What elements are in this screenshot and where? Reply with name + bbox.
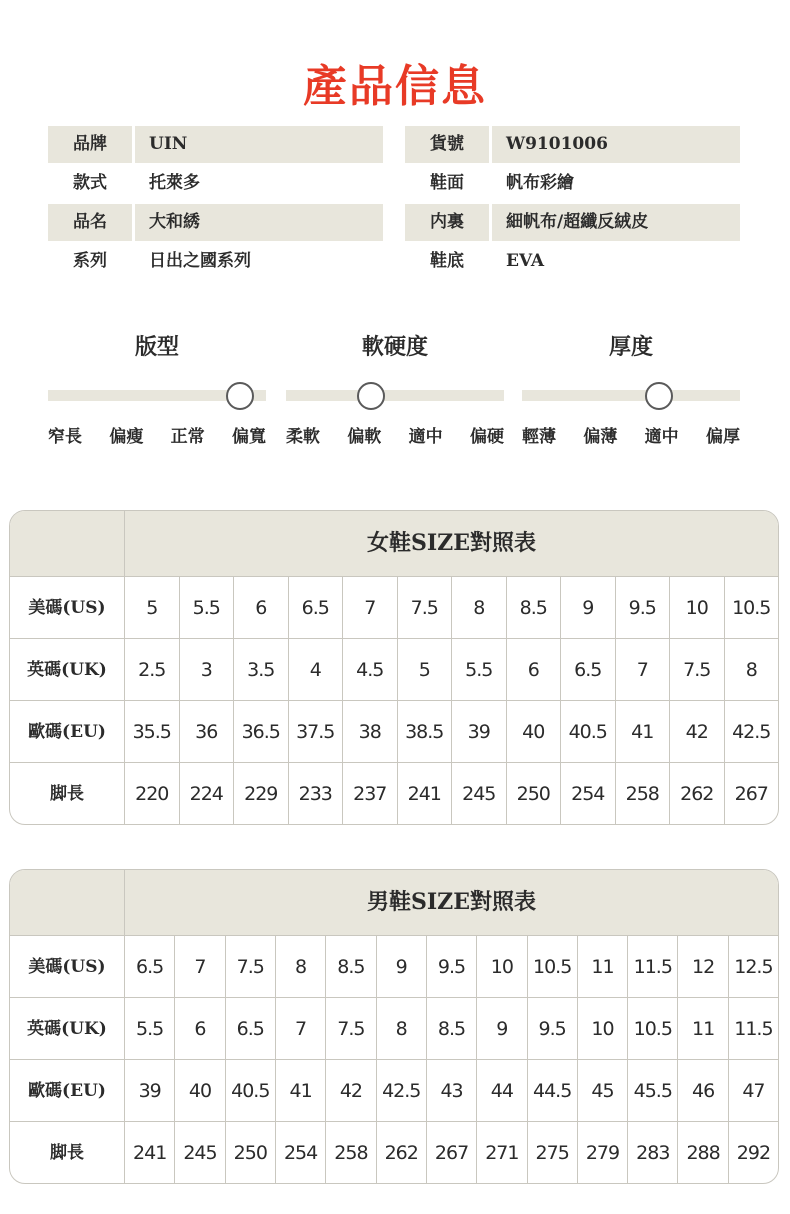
table-row (10, 1121, 778, 1183)
size-cell: 46 (678, 1060, 728, 1121)
size-cell: 7 (343, 577, 398, 638)
size-cell: 36 (180, 701, 235, 762)
size-cell: 224 (180, 763, 235, 824)
info-value: 帆布彩繪 (506, 173, 574, 193)
size-cell: 245 (175, 1122, 225, 1183)
size-cell: 42 (326, 1060, 376, 1121)
meter-label: 偏硬 (469, 427, 504, 447)
meter-label: 偏軟 (347, 427, 382, 447)
size-cell: 6 (175, 998, 225, 1059)
row-label: 歐碼(EU) (10, 1060, 125, 1121)
size-cell: 250 (226, 1122, 276, 1183)
size-cell: 254 (276, 1122, 326, 1183)
size-cell: 10.5 (732, 597, 771, 619)
table-row (10, 935, 778, 997)
size-cell: 283 (628, 1122, 678, 1183)
size-cell: 9 (377, 936, 427, 997)
size-cell: 7.5 (670, 639, 725, 700)
table-header (10, 870, 778, 935)
meter-knob (645, 382, 673, 410)
size-cell: 4.5 (343, 639, 398, 700)
meter-track (286, 390, 504, 401)
size-cell: 11 (578, 936, 628, 997)
info-key: 鞋底 (430, 251, 464, 271)
size-cell: 11.5 (734, 1018, 773, 1040)
size-cell: 42 (670, 701, 725, 762)
size-cell: 237 (343, 763, 398, 824)
size-cell: 10 (578, 998, 628, 1059)
meter-labels (286, 422, 504, 447)
size-cell: 5.5 (180, 577, 235, 638)
size-cell: 38 (343, 701, 398, 762)
table-row (10, 638, 778, 700)
size-cell: 45.5 (628, 1060, 678, 1121)
row-label: 美碼(US) (10, 577, 125, 638)
table-corner (10, 511, 125, 576)
women-size-table (9, 510, 779, 825)
size-cell: 3.5 (234, 639, 289, 700)
meter-labels (522, 422, 740, 447)
table-row (10, 762, 778, 824)
men-size-table-title: 男鞋SIZE對照表 (366, 889, 536, 915)
size-cell: 8.5 (427, 998, 477, 1059)
info-key: 鞋面 (430, 173, 464, 193)
meter (48, 330, 266, 450)
size-cell: 39 (125, 1060, 175, 1121)
size-cell: 288 (678, 1122, 728, 1183)
row-label: 脚長 (10, 1122, 125, 1183)
meter-label: 偏薄 (583, 427, 618, 447)
meter-label: 偏寬 (231, 427, 266, 447)
product-info-table (48, 126, 740, 282)
size-cell: 42.5 (377, 1060, 427, 1121)
table-row (10, 700, 778, 762)
info-row (48, 126, 740, 163)
size-cell: 9.5 (427, 936, 477, 997)
size-cell: 38.5 (398, 701, 453, 762)
size-cell: 7.5 (326, 998, 376, 1059)
table-row (10, 576, 778, 638)
row-label: 脚長 (10, 763, 125, 824)
page-title: 產品信息 (303, 61, 487, 112)
size-cell: 12.5 (734, 956, 773, 978)
meter-label: 柔軟 (286, 427, 320, 447)
size-cell: 40.5 (226, 1060, 276, 1121)
size-cell: 42.5 (732, 721, 771, 743)
row-label: 美碼(US) (10, 936, 125, 997)
size-cell: 8.5 (507, 577, 562, 638)
size-cell: 39 (452, 701, 507, 762)
size-cell: 7.5 (226, 936, 276, 997)
table-row (10, 997, 778, 1059)
size-cell: 271 (477, 1122, 527, 1183)
size-cell: 6 (507, 639, 562, 700)
size-cell: 254 (561, 763, 616, 824)
size-cell: 7 (276, 998, 326, 1059)
size-cell: 10.5 (628, 998, 678, 1059)
size-cell: 11 (678, 998, 728, 1059)
info-key: 品名 (48, 204, 132, 241)
size-cell: 6.5 (226, 998, 276, 1059)
meter-label: 偏厚 (705, 427, 740, 447)
size-cell: 10 (477, 936, 527, 997)
row-label: 英碼(UK) (10, 639, 125, 700)
size-cell: 35.5 (125, 701, 180, 762)
size-cell: 8 (452, 577, 507, 638)
women-size-table-title: 女鞋SIZE對照表 (366, 530, 536, 556)
size-cell: 8.5 (326, 936, 376, 997)
size-cell: 220 (125, 763, 180, 824)
size-cell: 11.5 (628, 936, 678, 997)
row-label: 歐碼(EU) (10, 701, 125, 762)
size-cell: 44 (477, 1060, 527, 1121)
size-cell: 262 (670, 763, 725, 824)
size-cell: 41 (616, 701, 671, 762)
size-cell: 245 (452, 763, 507, 824)
info-value: 大和綉 (135, 204, 383, 241)
size-cell: 292 (736, 1142, 771, 1164)
size-cell: 7 (175, 936, 225, 997)
size-cell: 3 (180, 639, 235, 700)
info-key: 款式 (73, 173, 107, 193)
size-cell: 6.5 (125, 936, 175, 997)
size-cell: 9 (477, 998, 527, 1059)
size-cell: 12 (678, 936, 728, 997)
size-cell: 7.5 (398, 577, 453, 638)
size-cell: 6.5 (561, 639, 616, 700)
size-cell: 8 (745, 659, 757, 681)
info-value: UIN (135, 126, 383, 163)
meter-label: 窄長 (48, 427, 82, 447)
size-cell: 4 (289, 639, 344, 700)
info-value: 日出之國系列 (149, 251, 251, 271)
size-cell: 262 (377, 1122, 427, 1183)
size-cell: 5 (125, 577, 180, 638)
info-row (48, 243, 740, 280)
info-key: 内裏 (405, 204, 489, 241)
meter-label: 適中 (644, 427, 679, 447)
meter-knob (226, 382, 254, 410)
men-size-table (9, 869, 779, 1184)
size-cell: 41 (276, 1060, 326, 1121)
size-cell: 8 (377, 998, 427, 1059)
size-cell: 10 (670, 577, 725, 638)
size-cell: 258 (326, 1122, 376, 1183)
size-cell: 37.5 (289, 701, 344, 762)
size-cell: 44.5 (528, 1060, 578, 1121)
table-corner (10, 870, 125, 935)
size-cell: 5 (398, 639, 453, 700)
row-label: 英碼(UK) (10, 998, 125, 1059)
size-cell: 6.5 (289, 577, 344, 638)
size-cell: 241 (398, 763, 453, 824)
meter-label: 適中 (408, 427, 443, 447)
size-cell: 275 (528, 1122, 578, 1183)
size-cell: 8 (276, 936, 326, 997)
size-cell: 40 (507, 701, 562, 762)
info-value: 細帆布/超纖反絨皮 (492, 204, 740, 241)
size-cell: 9.5 (528, 998, 578, 1059)
meter-knob (357, 382, 385, 410)
size-cell: 45 (578, 1060, 628, 1121)
size-cell: 250 (507, 763, 562, 824)
info-row (48, 204, 740, 241)
size-cell: 5.5 (125, 998, 175, 1059)
info-key: 系列 (73, 251, 107, 271)
size-cell: 7 (616, 639, 671, 700)
meter-label: 正常 (170, 427, 205, 447)
size-cell: 241 (125, 1122, 175, 1183)
meter-title: 軟硬度 (361, 335, 428, 360)
size-cell: 279 (578, 1122, 628, 1183)
size-cell: 9 (561, 577, 616, 638)
size-cell: 40.5 (561, 701, 616, 762)
info-key: 品牌 (48, 126, 132, 163)
size-cell: 5.5 (452, 639, 507, 700)
size-cell: 267 (734, 783, 768, 805)
info-row (48, 165, 740, 202)
meter-title: 版型 (134, 335, 179, 360)
size-cell: 2.5 (125, 639, 180, 700)
meter-title: 厚度 (608, 335, 653, 360)
size-cell: 6 (234, 577, 289, 638)
table-row (10, 1059, 778, 1121)
info-value: EVA (506, 251, 545, 271)
size-cell: 47 (742, 1080, 765, 1102)
meter-label: 偏瘦 (109, 427, 144, 447)
meter (522, 330, 740, 450)
info-key: 貨號 (405, 126, 489, 163)
table-header (10, 511, 778, 576)
meter (286, 330, 504, 450)
size-cell: 40 (175, 1060, 225, 1121)
info-value: 托萊多 (149, 173, 200, 193)
size-cell: 43 (427, 1060, 477, 1121)
size-cell: 36.5 (234, 701, 289, 762)
size-cell: 267 (427, 1122, 477, 1183)
size-cell: 229 (234, 763, 289, 824)
size-cell: 9.5 (616, 577, 671, 638)
info-value: W9101006 (492, 126, 740, 163)
size-cell: 10.5 (528, 936, 578, 997)
meter-label: 輕薄 (522, 427, 556, 447)
meter-labels (48, 422, 266, 447)
meter-track (522, 390, 740, 401)
size-cell: 233 (289, 763, 344, 824)
size-cell: 258 (616, 763, 671, 824)
